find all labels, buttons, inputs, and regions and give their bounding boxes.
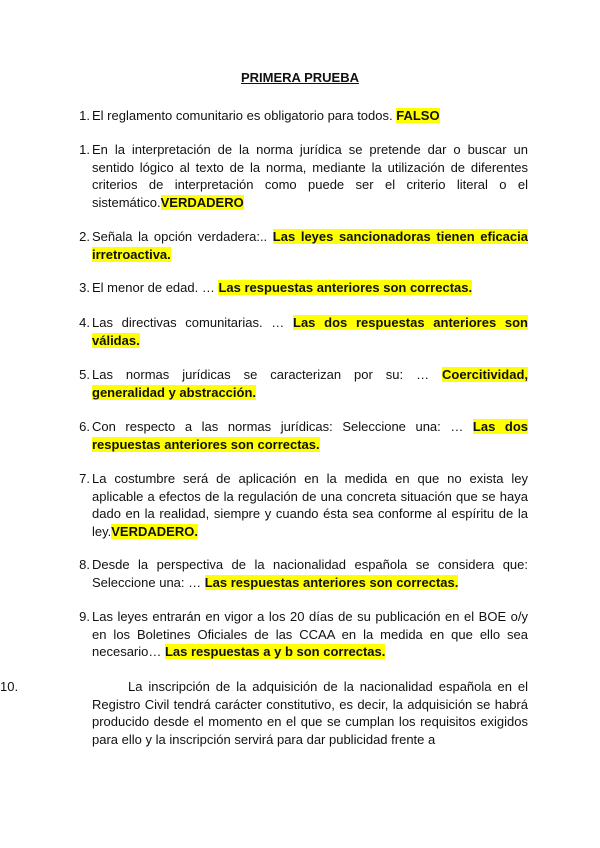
question-text: Señala la opción verdadera:.. Las leyes sancionadoras tienen eficacia irretroactiva.	[92, 229, 528, 262]
question-item	[79, 141, 528, 211]
answer-highlight: VERDADERO	[160, 194, 244, 210]
question-text: El menor de edad. … Las respuestas anteriores son correctas.	[92, 280, 473, 295]
question-item	[79, 279, 528, 297]
question-number: 10.	[0, 679, 19, 694]
question-item	[0, 678, 528, 748]
question-text: En la interpretación de la norma jurídica se pretende dar o buscar un sentido lógico al texto de la norma, mediante la utilización de diferentes criterios de interpretación como puede ser el criterio literal o el sistemático.VERDADERO	[92, 142, 528, 210]
question-item	[79, 366, 528, 401]
answer-highlight: VERDADERO.	[111, 523, 198, 539]
answer-highlight: Las respuestas anteriores son correctas.	[218, 280, 473, 295]
question-item	[79, 608, 528, 661]
answer-highlight: Las respuestas a y b son correctas.	[164, 644, 386, 659]
question-number: 2.	[79, 229, 90, 244]
question-number: 7.	[79, 471, 90, 486]
answer-highlight: Las leyes sancionadoras tienen eficacia irretroactiva.	[92, 229, 528, 262]
question-number: 6.	[79, 419, 90, 434]
page-title: PRIMERA PRUEBA	[241, 70, 359, 85]
question-text: Las normas jurídicas se caracterizan por su: … Coercitividad, generalidad y abstracción.	[92, 367, 528, 400]
question-item	[79, 228, 528, 263]
question-text: La inscripción de la adquisición de la nacionalidad española en el Registro Civil tendrá carácter constitutivo, es decir, la adquisición se habrá producido desde el momento en el que se cumplan los requisitos exigidos para ello y la inscripción servirá para dar publicidad frente a	[92, 679, 528, 747]
question-number: 3.	[79, 280, 90, 295]
answer-highlight: Las respuestas anteriores son correctas.	[204, 574, 459, 590]
question-number: 9.	[79, 609, 90, 624]
question-text: La costumbre será de aplicación en la medida en que no exista ley aplicable a efectos de la regulación de una concreta situación que se haya dado en la realidad, siempre y cuando ésta sea conforme al espíritu de la ley.VERDADERO.	[92, 471, 528, 539]
question-text: Desde la perspectiva de la nacionalidad española se considera que: Seleccione una: … Las respuestas anteriores son correctas.	[92, 557, 528, 590]
question-item	[79, 556, 528, 591]
question-item	[79, 107, 528, 125]
question-number: 5.	[79, 367, 90, 382]
question-item	[79, 314, 528, 349]
question-text: Con respecto a las normas jurídicas: Seleccione una: … Las dos respuestas anteriores son correctas.	[92, 419, 528, 452]
question-item	[79, 418, 528, 453]
answer-highlight: Las dos respuestas anteriores son correctas.	[92, 419, 528, 452]
question-number: 4.	[79, 315, 90, 330]
answer-highlight: Coercitividad, generalidad y abstracción.	[92, 367, 528, 400]
question-text: Las leyes entrarán en vigor a los 20 días de su publicación en el BOE o/y en los Boletines Oficiales de las CCAA en la medida en que ello sea necesario… Las respuestas a y b son correctas.	[92, 609, 528, 659]
answer-highlight: Las dos respuestas anteriores son válidas.	[92, 315, 528, 348]
answer-highlight: FALSO	[396, 108, 440, 123]
question-number: 8.	[79, 557, 90, 572]
question-number: 1.	[79, 108, 90, 123]
question-text: Las directivas comunitarias. … Las dos respuestas anteriores son válidas.	[92, 315, 528, 348]
question-item	[79, 470, 528, 540]
question-number: 1.	[79, 142, 90, 157]
question-text: El reglamento comunitario es obligatorio para todos. FALSO	[92, 108, 440, 123]
